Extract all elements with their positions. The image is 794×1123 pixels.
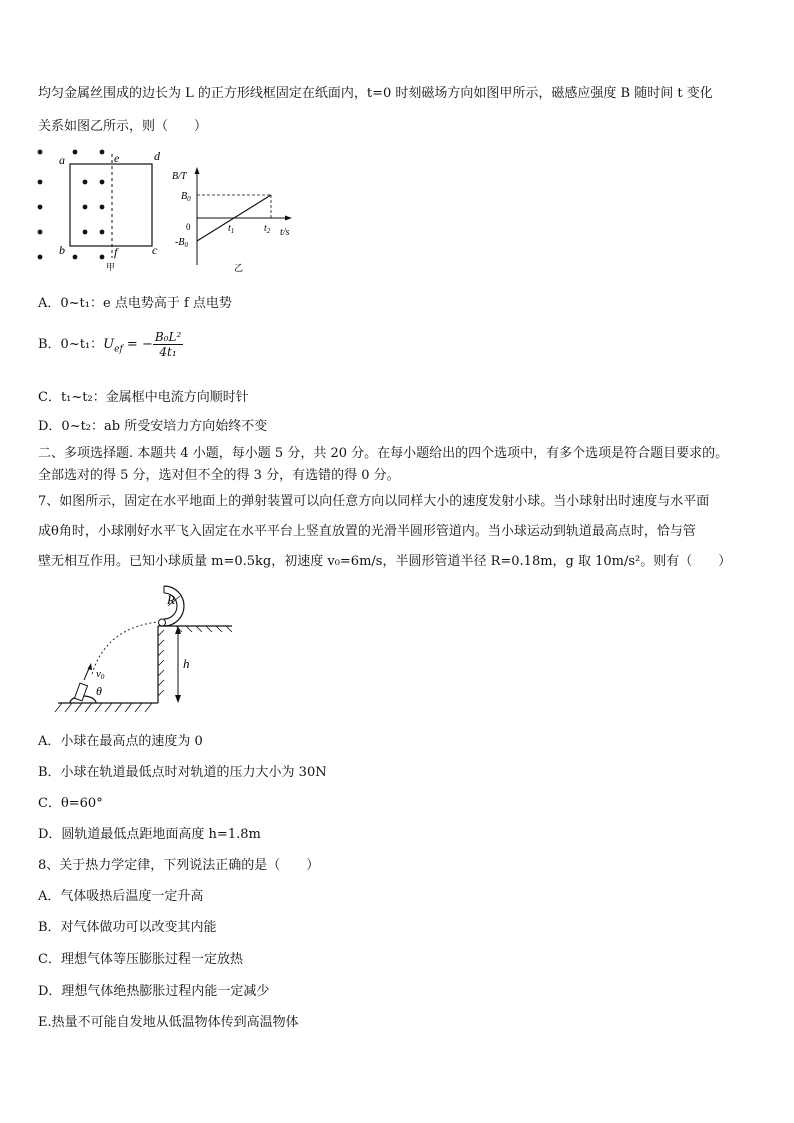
q8-stem: 8、关于热力学定律，下列说法正确的是（ ） [38,858,320,873]
figure-yi [170,165,310,275]
velocity-arrowhead [88,663,93,670]
y-axis-arrow [195,167,200,174]
ground-hatch [55,703,152,712]
q6-option-a[interactable]: A．0~t₁：e 点电势高于 f 点电势 [38,296,232,311]
q6-option-b-numerator: B₀L² [154,330,182,344]
q7-stem-line1: 7、如图所示，固定在水平地面上的弹射装置可以向任意方向以同样大小的速度发射小球。当小球射出时速度与水平面 [38,494,710,509]
launcher-barrel [75,683,88,701]
q6-option-b-lhs-sub: ef [114,344,123,355]
label-v0: v0 [96,668,105,681]
section2-line2: 全部选对的得 5 分，选对但不全的得 3 分，有选错的得 0 分。 [38,468,400,483]
q8-option-d[interactable]: D．理想气体绝热膨胀过程内能一定减少 [38,984,270,999]
t2-label: $t_2$ [264,223,271,235]
square-loop [70,164,152,246]
wall-hatch [158,630,164,696]
platform-hatch [176,626,232,632]
q8-option-c[interactable]: C．理想气体等压膨胀过程一定放热 [38,952,243,967]
q7-option-d[interactable]: D．圆轨道最低点距地面高度 h=1.8m [38,827,261,842]
q6-option-b-denominator: 4t₁ [159,345,177,359]
q6-stem-line1: 均匀金属丝围成的边长为 L 的正方形线框固定在纸面内，t=0 时刻磁场方向如图甲所示，磁感应强度 B 随时间 t 变化 [38,86,713,101]
label-R: R [167,592,175,607]
point-f: f [114,245,118,259]
trajectory-dashed [92,622,158,674]
field-dots [38,150,105,260]
q7-option-a[interactable]: A．小球在最高点的速度为 0 [38,734,203,749]
q7-stem-line2: 成θ角时，小球刚好水平飞入固定在水平平台上竖直放置的光滑半圆形管道内。当小球运动到轨道最高点时，恰与管 [38,524,696,539]
origin-label: 0 [186,222,191,232]
x-axis-arrow [285,216,292,221]
q6-option-d[interactable]: D．0~t₂：ab 所受安培力方向始终不变 [38,419,268,434]
tube-entrance [159,619,166,626]
section2-line1: 二、多项选择题. 本题共 4 小题，每小题 5 分，共 20 分。在每小题给出的四个选项中，有多个选项是符合题目要求的。 [38,446,729,461]
q6-option-c[interactable]: C．t₁~t₂：金属框中电流方向顺时针 [38,390,249,405]
q6-option-b-eq: = − [122,337,153,352]
corner-b: b [59,243,65,257]
q7-option-b[interactable]: B．小球在轨道最低点时对轨道的压力大小为 30N [38,765,327,780]
q8-option-b[interactable]: B．对气体做功可以改变其内能 [38,920,217,935]
neg-b0-label: $-B_0$ [175,237,188,249]
b0-label: $B_0$ [181,191,191,203]
corner-a: a [59,153,65,167]
q6-stem-line2: 关系如图乙所示，则（ ） [38,119,208,134]
point-e: e [114,151,120,165]
h-arrow-down [175,695,181,703]
figure-q7 [40,580,240,720]
q6-option-b-lhs: U [103,337,115,352]
q7-stem-line3: 壁无相互作用。已知小球质量 m=0.5kg，初速度 v₀=6m/s，半圆形管道半径 R=0.18m，g 取 10m/s²。则有（ ） [38,554,732,569]
q8-option-a[interactable]: A．气体吸热后温度一定升高 [38,889,204,904]
caption-yi: 乙 [234,263,244,273]
figure-jia [30,142,170,277]
label-theta: θ [96,684,102,698]
q7-option-c[interactable]: C．θ=60° [38,796,103,811]
y-axis-label: B/T [172,171,187,182]
q8-option-e[interactable]: E.热量不可能自发地从低温物体传到高温物体 [38,1015,299,1030]
corner-c: c [152,243,158,257]
q6-option-b[interactable] [38,330,183,359]
q6-option-b-prefix: B．0~t₁： [38,337,104,352]
x-axis-label: t/s [280,227,290,238]
corner-d: d [154,149,160,163]
q6-option-b-fraction [153,330,183,359]
caption-jia: 甲 [106,262,116,272]
t1-label: $t_1$ [228,223,235,235]
label-h: h [183,656,190,671]
